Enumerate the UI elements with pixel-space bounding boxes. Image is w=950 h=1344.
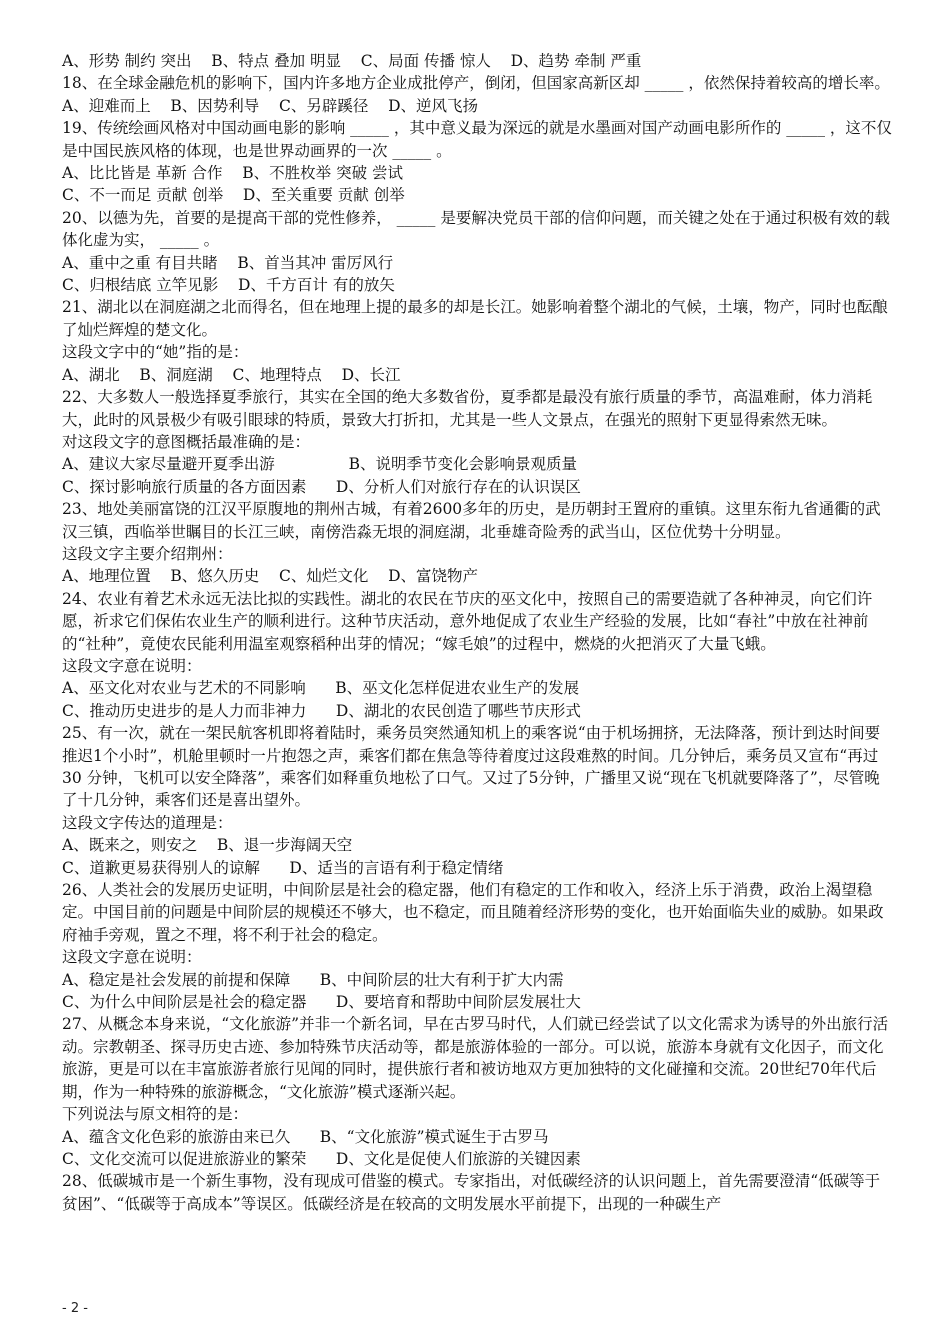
prompt-23: 这段文字主要介绍荆州：: [62, 544, 233, 563]
option-line-17: A、形势 制约 突出 B、特点 叠加 明显 C、局面 传播 惊人 D、趋势 牵制 严重: [62, 52, 642, 70]
options-23: A、地理位置 B、悠久历史 C、灿烂文化 D、富饶物产: [62, 567, 478, 586]
options-24-cd: C、推动历史进步的是人力而非神力 D、湖北的农民创造了哪些节庆形式: [62, 701, 581, 720]
options-19-ab: A、比比皆是 革新 合作 B、不胜枚举 突破 尝试: [62, 164, 404, 183]
prompt-25: 这段文字传达的道理是：: [62, 813, 233, 832]
options-20-ab: A、重中之重 有目共睹 B、首当其冲 雷厉风行: [62, 253, 394, 272]
options-21: A、湖北 B、洞庭湖 C、地理特点 D、长江: [62, 365, 401, 384]
question-23: 23、地处美丽富饶的江汉平原腹地的荆州古城，有着2600多年的历史，是历朝封王置府的重镇。这里东衔九省通衢的武汉三镇，西临举世瞩目的长江三峡，南傍浩淼无垠的洞庭湖，北垂雄奇险秀的武当山，区位优势十分明显。: [62, 500, 881, 541]
prompt-27: 下列说法与原文相符的是：: [62, 1105, 249, 1124]
question-20: 20、以德为先，首要的是提高干部的党性修养， _____ 是要解决党员干部的信仰问题，而关键之处在于通过积极有效的载体化虚为实， _____ 。: [62, 208, 890, 250]
question-26: 26、人类社会的发展历史证明，中间阶层是社会的稳定器，他们有稳定的工作和收入，经济上乐于消费，政治上渴望稳定。中国目前的问题是中间阶层的规模还不够大，也不稳定，而且随着经济形势的变化，也开始面临失业的威胁。如果政府袖手旁观，置之不理，将不利于社会的稳定。: [62, 881, 884, 944]
options-19-cd: C、不一而足 贡献 创举 D、至关重要 贡献 创举: [62, 186, 405, 205]
question-22: 22、大多数人一般选择夏季旅行，其实在全国的绝大多数省份，夏季都是最没有旅行质量的季节，高温难耐，体力消耗大，此时的风景极少有吸引眼球的特质，景致大打折扣，尤其是一些人文景点，在强光的照射下更显得索然无味。: [62, 388, 873, 429]
options-20-cd: C、归根结底 立竿见影 D、千方百计 有的放矢: [62, 276, 395, 295]
document-body: [62, 50, 892, 1215]
options-24-ab: A、巫文化对农业与艺术的不同影响 B、巫文化怎样促进农业生产的发展: [62, 679, 580, 698]
prompt-24: 这段文字意在说明：: [62, 656, 202, 675]
options-27-ab: A、蕴含文化色彩的旅游由来已久 B、“文化旅游”模式诞生于古罗马: [62, 1127, 549, 1146]
question-18: 18、在全球金融危机的影响下，国内许多地方企业成批停产，倒闭，但国家高新区却 _____ ，依然保持着较高的增长率。: [62, 74, 890, 93]
question-27: 27、从概念本身来说，“文化旅游”并非一个新名词，早在古罗马时代，人们就已经尝试了以文化需求为诱导的外出旅行活动。宗教朝圣、探寻历史古迹、参加特殊节庆活动等，都是旅游体验的一部分。可以说，旅游本身就有文化因子，而文化旅游，更是可以在丰富旅游者旅行见闻的同时，提供旅行者和被访地双方更加独特的文化碰撞和交流。20世纪70年代后期，作为一种特殊的旅游概念，“文化旅游”模式逐渐兴起。: [62, 1015, 889, 1101]
question-25: 25、有一次，就在一架民航客机即将着陆时，乘务员突然通知机上的乘客说“由于机场拥挤，无法降落，预计到达时间要推迟1个小时”，机舱里顿时一片抱怨之声，乘客们都在焦急等待着度过这段难熬的时间。几分钟后，乘务员又宣布“再过 30 分钟，飞机可以安全降落”，乘客们如释重负地松了口气。又过了5分钟，广播里又说“现在飞机就要降落了”，尽管晚了十几分钟，乘客们还是喜出望外。: [62, 724, 884, 810]
question-28: 28、低碳城市是一个新生事物，没有现成可借鉴的模式。专家指出，对低碳经济的认识问题上，首先需要澄清“低碳等于贫困”、“低碳等于高成本”等误区。低碳经济是在较高的文明发展水平前提下，出现的一种碳生产: [62, 1172, 881, 1213]
question-24: 24、农业有着艺术永远无法比拟的实践性。湖北的农民在节庆的巫文化中，按照自己的需要造就了各种神灵，向它们许愿，祈求它们保佑农业生产的顺利进行。这种节庆活动，意外地促成了农业生产经验的发展，比如“春社”中放在社神前的“社种”，竟使农民能利用温室观察稻种出芽的情况；“嫁毛娘”的过程中，燃烧的火把消灭了大量飞蛾。: [62, 589, 873, 653]
options-22-cd: C、探讨影响旅行质量的各方面因素 D、分析人们对旅行存在的认识误区: [62, 477, 581, 496]
page-number: - 2 -: [62, 1301, 88, 1316]
options-25-ab: A、既来之，则安之 B、退一步海阔天空: [62, 836, 353, 855]
prompt-22: 对这段文字的意图概括最准确的是：: [62, 432, 311, 451]
options-26-ab: A、稳定是社会发展的前提和保障 B、中间阶层的壮大有利于扩大内需: [62, 970, 564, 989]
options-18: A、迎难而上 B、因势利导 C、另辟蹊径 D、逆风飞扬: [62, 96, 478, 115]
prompt-26: 这段文字意在说明：: [62, 948, 202, 967]
options-25-cd: C、道歉更易获得别人的谅解 D、适当的言语有利于稳定情绪: [62, 858, 504, 877]
options-27-cd: C、文化交流可以促进旅游业的繁荣 D、文化是促使人们旅游的关键因素: [62, 1149, 581, 1168]
question-19: 19、传统绘画风格对中国动画电影的影响 _____ ，其中意义最为深远的就是水墨画对国产动画电影所作的 _____ ，这不仅是中国民族风格的体现，也是世界动画界的一次 _____ 。: [62, 119, 892, 160]
options-22-ab: A、建议大家尽量避开夏季出游 B、说明季节变化会影响景观质量: [62, 455, 577, 474]
options-26-cd: C、为什么中间阶层是社会的稳定器 D、要培育和帮助中间阶层发展壮大: [62, 993, 581, 1012]
question-21: 21、湖北以在洞庭湖之北而得名，但在地理上提的最多的却是长江。她影响着整个湖北的气候，土壤，物产，同时也酝酿了灿烂辉煌的楚文化。: [62, 298, 888, 339]
prompt-21: 这段文字中的“她”指的是：: [62, 343, 249, 362]
